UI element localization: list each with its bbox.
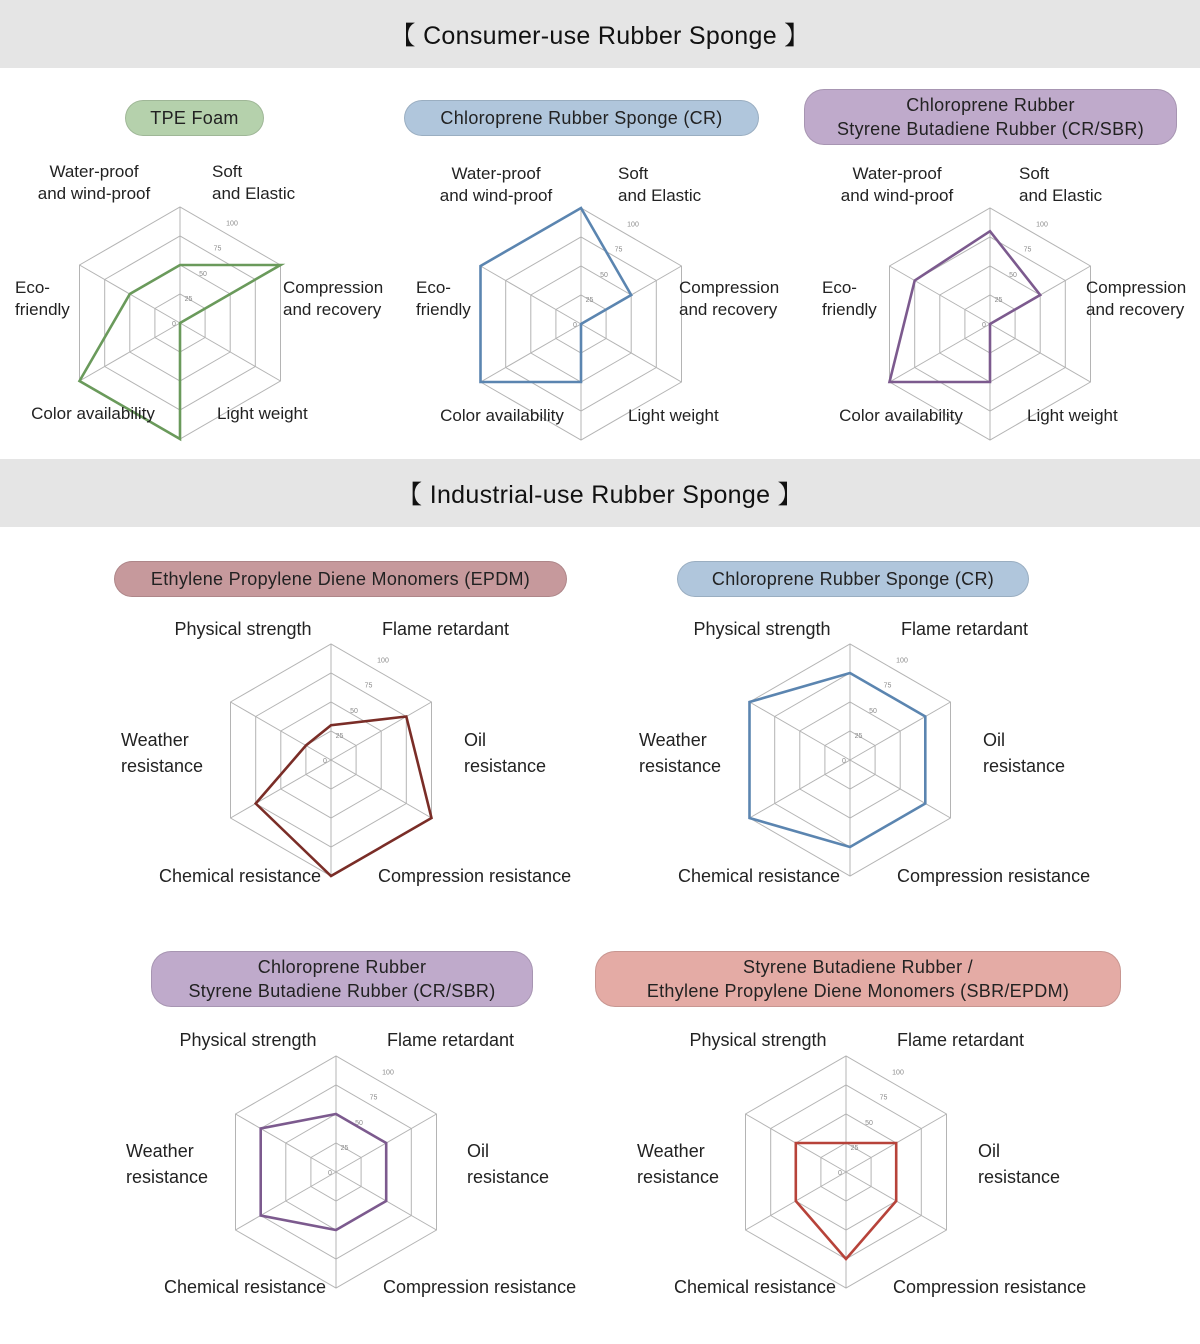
axis-label-soft-elastic: Soft and Elastic [1019, 164, 1103, 205]
chart-title-line: Ethylene Propylene Diene Monomers (SBR/EPDM) [646, 981, 1070, 1001]
chart-title-line: TPE Foam [150, 108, 239, 128]
tick-label: 25 [850, 1144, 859, 1152]
tick-label: 25 [184, 295, 193, 303]
axis-label-compression-resistance: Compression resistance [378, 866, 572, 886]
axis-label-color-availability: Color availability [440, 406, 564, 425]
tick-label: 100 [226, 220, 238, 228]
axis-label-soft-elastic: Soft and Elastic [618, 164, 702, 205]
tick-label: 100 [892, 1069, 904, 1077]
tick-label: 0 [842, 758, 846, 765]
tick-label: 50 [865, 1119, 873, 1127]
axis-label-color-availability: Color availability [839, 406, 963, 425]
chart-title-pill-cr-sbr [804, 89, 1177, 145]
tick-label: 100 [896, 657, 908, 665]
section-title-consumer: 【 Consumer-use Rubber Sponge 】 [390, 22, 810, 50]
tick-label: 100 [1036, 221, 1048, 229]
chart-title-line: Styrene Butadiene Rubber (CR/SBR) [188, 981, 496, 1001]
axis-label-flame-retardant: Flame retardant [901, 619, 1029, 639]
tick-label: 100 [377, 657, 389, 665]
axis-label-soft-elastic: Soft and Elastic [212, 162, 296, 203]
chart-title-line: Styrene Butadiene Rubber (CR/SBR) [836, 119, 1145, 139]
axis-label-eco-friendly: Eco- friendly [15, 278, 70, 319]
tick-label: 50 [350, 707, 358, 715]
tick-label: 75 [883, 682, 892, 690]
axis-label-light-weight: Light weight [1027, 406, 1118, 425]
tick-label: 50 [869, 707, 877, 715]
tick-label: 25 [854, 732, 863, 740]
tick-label: 50 [355, 1119, 363, 1127]
tick-label: 50 [600, 271, 608, 279]
data-series-polygon [481, 208, 632, 382]
tick-label: 75 [369, 1094, 378, 1102]
tick-label: 100 [627, 221, 639, 229]
chart-title-pill-epdm [114, 561, 567, 597]
chart-title-line: Chloroprene Rubber Sponge (CR) [440, 108, 723, 128]
axis-label-compression-resistance: Compression resistance [383, 1277, 577, 1297]
axis-label-compression-recovery: Compression and recovery [1086, 278, 1187, 319]
chart-title-pill-cr [404, 100, 759, 136]
tick-label: 50 [1009, 271, 1017, 279]
tick-label: 0 [328, 1170, 332, 1177]
tick-label: 50 [199, 270, 207, 278]
chart-title-line: Ethylene Propylene Diene Monomers (EPDM) [150, 569, 531, 589]
tick-label: 0 [573, 322, 577, 329]
axis-label-physical-strength: Physical strength [174, 619, 312, 639]
tick-label: 100 [382, 1069, 394, 1077]
radar-chart-cr-sbr-industrial [221, 1052, 451, 1292]
data-series-polygon [256, 717, 432, 877]
axis-label-compression-resistance: Compression resistance [897, 866, 1091, 886]
tick-label: 0 [838, 1170, 842, 1177]
axis-label-physical-strength: Physical strength [179, 1030, 317, 1050]
tick-label: 75 [1023, 246, 1032, 254]
chart-title-line: Chloroprene Rubber [906, 95, 1075, 115]
chart-title-pill-cr-sbr-industrial [151, 951, 533, 1007]
radar-chart-cr-industrial [735, 640, 965, 880]
axis-label-eco-friendly: Eco- friendly [416, 278, 471, 319]
axis-label-compression-recovery: Compression and recovery [283, 278, 384, 319]
axis-label-chemical-resistance: Chemical resistance [158, 866, 322, 886]
axis-label-chemical-resistance: Chemical resistance [673, 1277, 837, 1297]
axis-label-chemical-resistance: Chemical resistance [677, 866, 841, 886]
tick-label: 75 [879, 1094, 888, 1102]
chart-title-line: Chloroprene Rubber Sponge (CR) [711, 569, 995, 589]
data-series-polygon [261, 1114, 387, 1230]
axis-label-weather-resistance: Weather resistance [637, 1141, 720, 1187]
axis-label-compression-resistance: Compression resistance [893, 1277, 1087, 1297]
chart-title-pill-cr-industrial [677, 561, 1029, 597]
chart-title-line: Styrene Butadiene Rubber / [743, 957, 973, 977]
axis-label-water-proof: Water-proof and wind-proof [840, 164, 954, 205]
axis-label-oil-resistance: Oil resistance [978, 1141, 1061, 1187]
chart-title-line: Chloroprene Rubber [257, 957, 427, 977]
tick-label: 0 [982, 322, 986, 329]
axis-label-light-weight: Light weight [628, 406, 719, 425]
data-series-polygon [750, 673, 926, 847]
section-header-industrial [0, 459, 1200, 527]
tick-label: 25 [994, 296, 1003, 304]
tick-label: 75 [614, 246, 623, 254]
axis-label-chemical-resistance: Chemical resistance [163, 1277, 327, 1297]
axis-label-weather-resistance: Weather resistance [126, 1141, 209, 1187]
axis-label-flame-retardant: Flame retardant [387, 1030, 515, 1050]
axis-label-weather-resistance: Weather resistance [639, 730, 722, 776]
axis-label-water-proof: Water-proof and wind-proof [439, 164, 553, 205]
tick-label: 0 [323, 758, 327, 765]
tick-label: 75 [213, 245, 222, 253]
chart-title-pill-sbr-epdm [595, 951, 1121, 1007]
tick-label: 0 [172, 321, 176, 328]
axis-label-physical-strength: Physical strength [693, 619, 831, 639]
axis-label-eco-friendly: Eco- friendly [822, 278, 877, 319]
axis-label-compression-recovery: Compression and recovery [679, 278, 780, 319]
axis-label-physical-strength: Physical strength [689, 1030, 827, 1050]
section-title-industrial: 【 Industrial-use Rubber Sponge 】 [397, 481, 803, 509]
section-header-consumer [0, 0, 1200, 68]
axis-label-weather-resistance: Weather resistance [121, 730, 204, 776]
axis-label-flame-retardant: Flame retardant [382, 619, 510, 639]
radar-chart-epdm [216, 640, 446, 880]
data-series-polygon [890, 231, 1041, 382]
tick-label: 25 [335, 732, 344, 740]
axis-label-flame-retardant: Flame retardant [897, 1030, 1025, 1050]
tick-label: 25 [585, 296, 594, 304]
axis-label-water-proof: Water-proof and wind-proof [37, 162, 151, 203]
radar-chart-sbr-epdm [731, 1052, 961, 1292]
tick-label: 25 [340, 1144, 349, 1152]
axis-label-light-weight: Light weight [217, 404, 308, 423]
axis-label-color-availability: Color availability [31, 404, 155, 423]
axis-label-oil-resistance: Oil resistance [983, 730, 1066, 776]
axis-label-oil-resistance: Oil resistance [464, 730, 547, 776]
chart-title-pill-tpe [125, 100, 264, 136]
tick-label: 75 [364, 682, 373, 690]
axis-label-oil-resistance: Oil resistance [467, 1141, 550, 1187]
